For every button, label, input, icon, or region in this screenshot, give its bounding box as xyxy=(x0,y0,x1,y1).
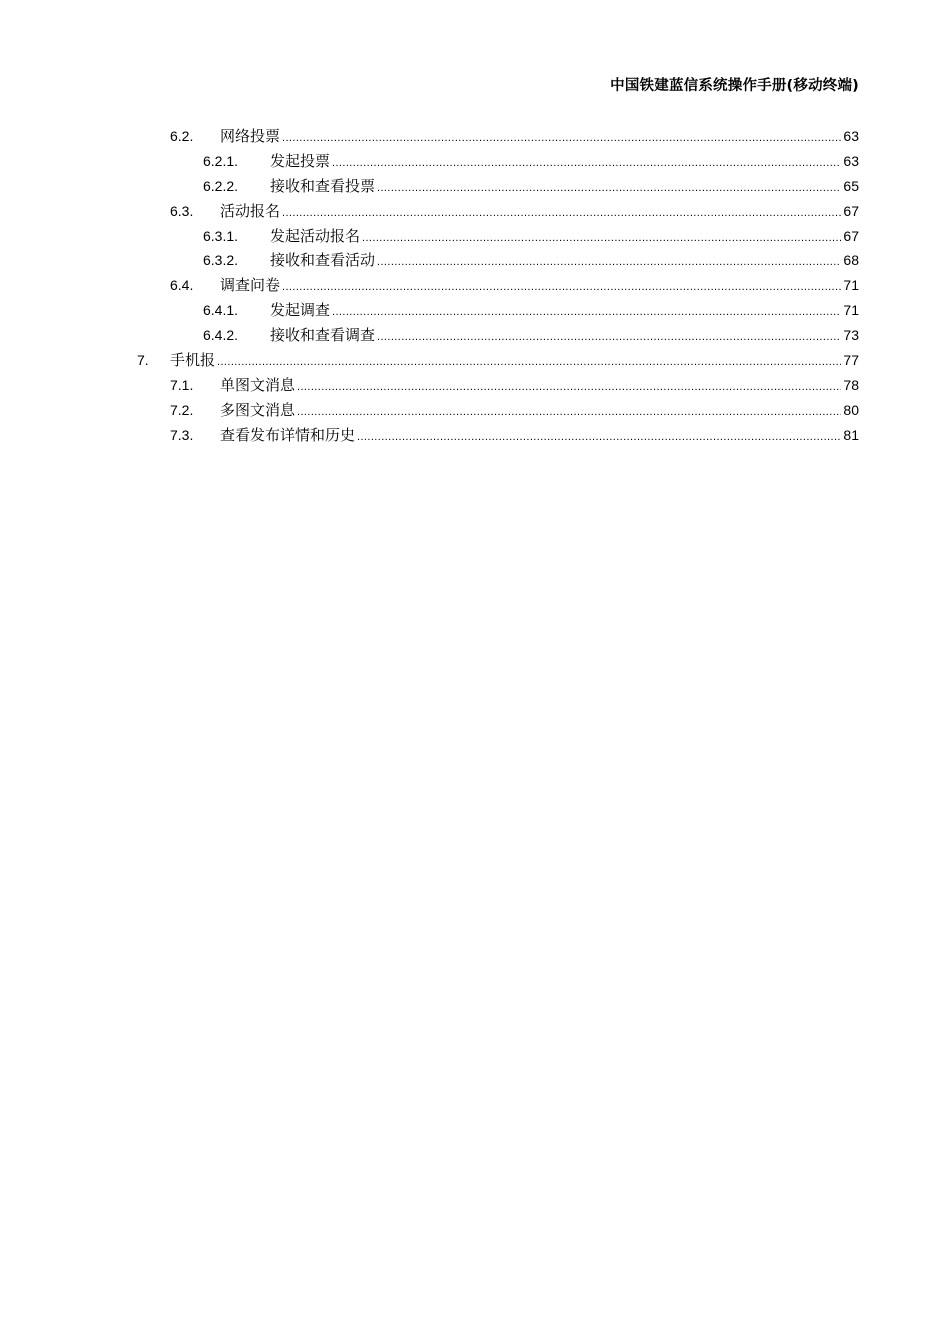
page-header-title: 中国铁建蓝信系统操作手册(移动终端) xyxy=(610,78,859,94)
toc-entry-page: 77 xyxy=(843,352,859,369)
toc-entry-page: 73 xyxy=(843,327,859,344)
toc-entry[interactable] xyxy=(0,248,950,273)
toc-entry-number: 6.3. xyxy=(170,202,194,219)
table-of-contents xyxy=(0,124,950,448)
toc-leader-dots xyxy=(357,425,841,450)
toc-entry[interactable] xyxy=(0,273,950,298)
toc-entry-page: 78 xyxy=(843,376,859,393)
toc-entry-page: 81 xyxy=(843,426,859,443)
toc-entry-number: 6.4.1. xyxy=(203,302,239,319)
toc-leader-dots xyxy=(297,375,841,400)
toc-leader-dots xyxy=(332,151,841,176)
toc-entry-number: 7. xyxy=(137,352,149,369)
toc-leader-dots xyxy=(217,350,841,375)
toc-entry-title: 发起活动报名 xyxy=(270,226,361,245)
toc-entry[interactable] xyxy=(0,174,950,199)
toc-leader-dots xyxy=(362,226,841,251)
toc-leader-dots xyxy=(282,275,841,300)
toc-entry[interactable] xyxy=(0,373,950,398)
toc-entry-title: 接收和查看调查 xyxy=(270,326,376,345)
toc-entry-number: 6.4.2. xyxy=(203,327,239,344)
toc-entry-number: 7.2. xyxy=(170,401,194,418)
toc-entry[interactable] xyxy=(0,224,950,249)
toc-entry-number: 6.2. xyxy=(170,128,194,144)
toc-entry-number: 6.3.2. xyxy=(203,252,239,269)
toc-entry[interactable] xyxy=(0,298,950,323)
toc-entry-title: 多图文消息 xyxy=(220,400,296,419)
toc-entry[interactable] xyxy=(0,124,950,149)
toc-entry-title: 单图文消息 xyxy=(220,375,296,394)
toc-entry-title: 接收和查看投票 xyxy=(270,176,376,195)
toc-entry-number: 6.3.1. xyxy=(203,227,239,244)
toc-leader-dots xyxy=(282,201,841,226)
toc-entry-title: 接收和查看活动 xyxy=(270,251,376,270)
toc-entry[interactable] xyxy=(0,398,950,423)
toc-leader-dots xyxy=(377,250,841,275)
toc-entry-page: 80 xyxy=(843,401,859,418)
toc-entry-title: 手机报 xyxy=(170,351,216,370)
toc-entry[interactable] xyxy=(0,348,950,373)
toc-leader-dots xyxy=(297,400,841,425)
toc-leader-dots xyxy=(377,176,841,201)
toc-leader-dots xyxy=(332,300,841,325)
toc-entry-number: 7.1. xyxy=(170,376,194,393)
toc-entry-page: 63 xyxy=(843,152,859,169)
toc-entry-page: 67 xyxy=(843,227,859,244)
toc-entry-title: 网络投票 xyxy=(220,127,281,145)
toc-entry-page: 71 xyxy=(843,277,859,294)
toc-entry[interactable] xyxy=(0,199,950,224)
toc-entry-number: 6.2.1. xyxy=(203,152,239,169)
toc-entry-page: 63 xyxy=(843,128,859,144)
toc-entry[interactable] xyxy=(0,149,950,174)
toc-entry-title: 查看发布详情和历史 xyxy=(220,425,356,444)
toc-entry-title: 调查问卷 xyxy=(220,276,281,295)
toc-entry-page: 68 xyxy=(843,252,859,269)
toc-entry-page: 71 xyxy=(843,302,859,319)
toc-entry-number: 7.3. xyxy=(170,426,194,443)
toc-entry-title: 发起投票 xyxy=(270,151,331,170)
toc-entry-title: 发起调查 xyxy=(270,301,331,320)
toc-entry-number: 6.2.2. xyxy=(203,177,239,194)
toc-leader-dots xyxy=(282,126,841,151)
toc-leader-dots xyxy=(377,325,841,350)
toc-entry-page: 65 xyxy=(843,177,859,194)
toc-entry-number: 6.4. xyxy=(170,277,194,294)
toc-entry-page: 67 xyxy=(843,202,859,219)
toc-entry[interactable] xyxy=(0,423,950,448)
toc-entry-title: 活动报名 xyxy=(220,201,281,220)
toc-entry[interactable] xyxy=(0,323,950,348)
